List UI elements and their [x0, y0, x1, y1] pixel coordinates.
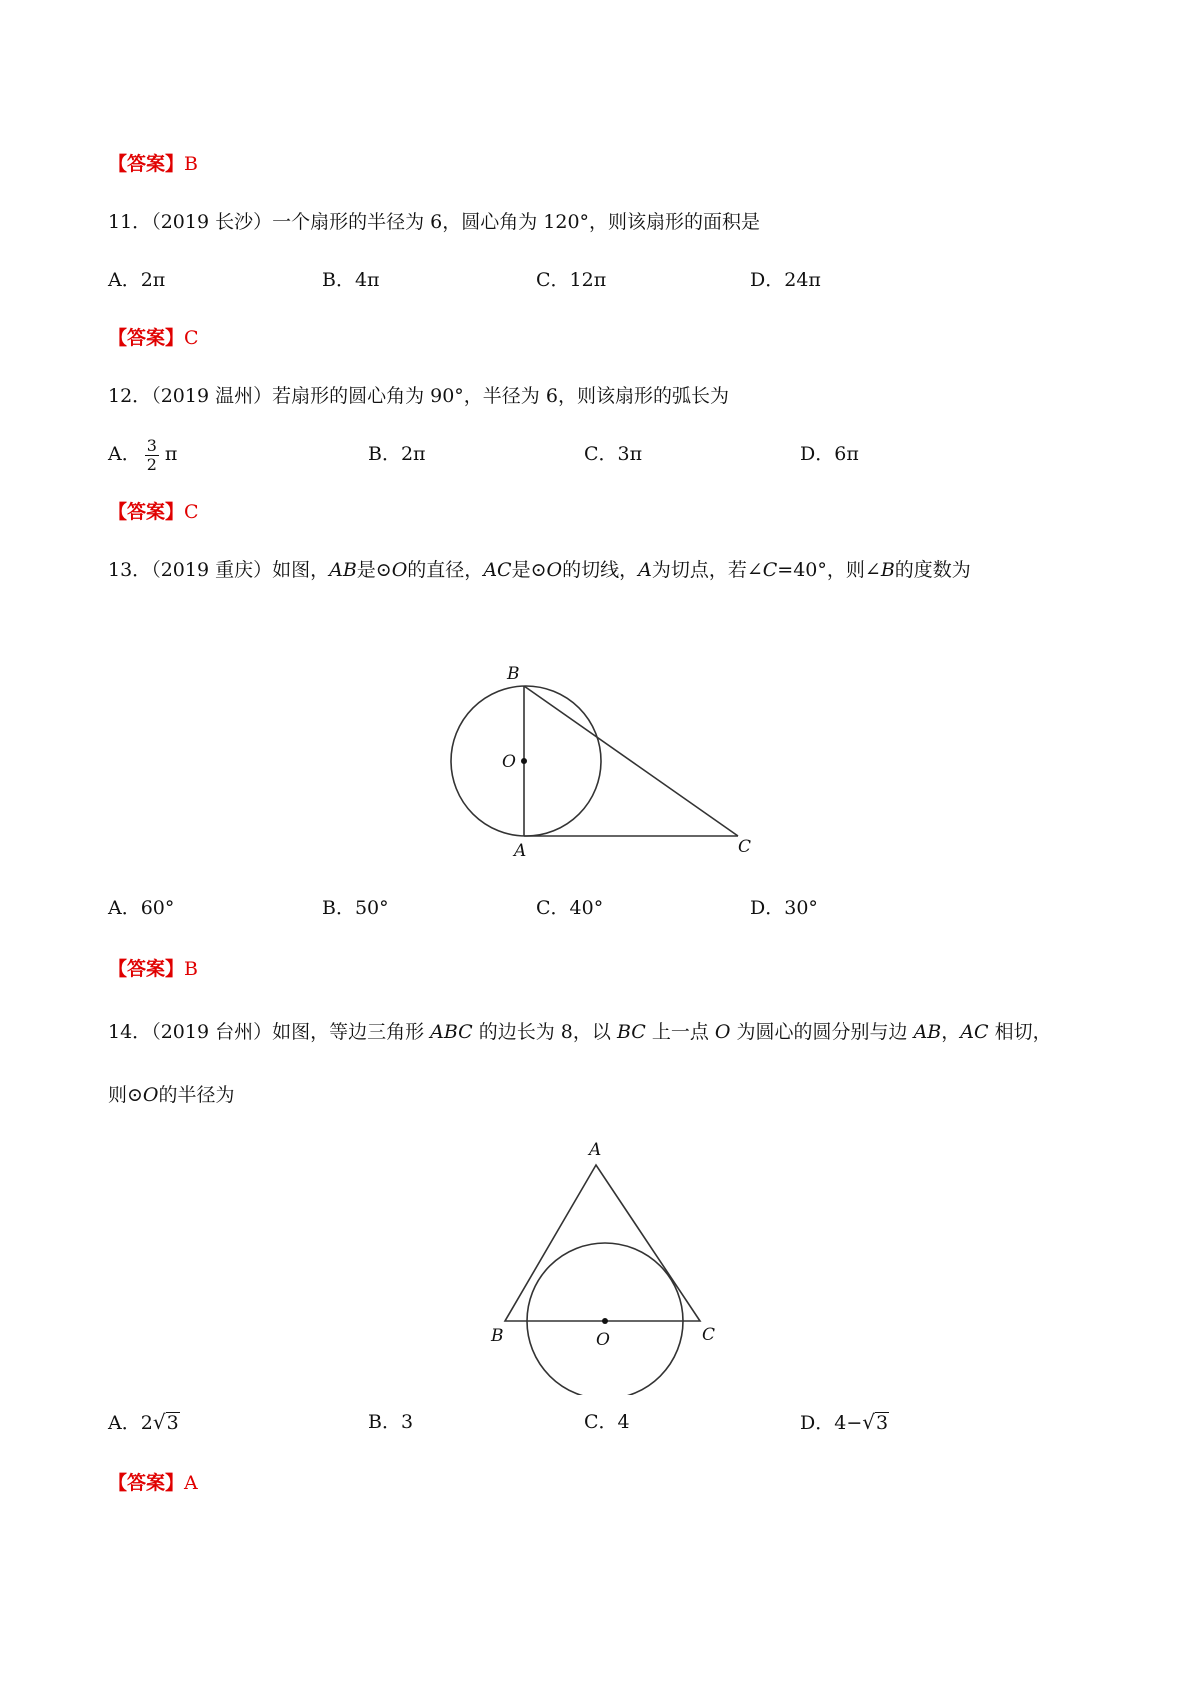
figure-circle-tangent	[440, 660, 770, 860]
question-source: （2019 台州）	[151, 1021, 273, 1043]
label-b: B	[491, 1326, 504, 1346]
question-12	[108, 384, 729, 408]
label-a: A	[514, 841, 527, 860]
answer-value: A	[184, 1472, 198, 1494]
option-c: C．4	[584, 1411, 630, 1433]
question-14-line2: 则⊙O的半径为	[108, 1084, 235, 1106]
question-source: （2019 温州）	[151, 385, 273, 407]
center-dot	[602, 1318, 608, 1324]
option-d: D．30°	[750, 897, 818, 919]
center-dot	[521, 758, 527, 764]
option-d: D．4−√3	[800, 1410, 889, 1434]
answer-tag: 【答案】	[108, 1472, 185, 1494]
option-c: C．12π	[536, 269, 607, 291]
answer-line-q10	[108, 152, 198, 176]
label-c: C	[702, 1325, 716, 1345]
option-b: B．3	[368, 1411, 414, 1433]
answer-line-q11	[108, 326, 199, 350]
question-13: 13．（2019 重庆）如图，AB是⊙O的直径，AC是⊙O的切线，A为切点，若∠C=40°，则∠B的度数为	[108, 559, 971, 581]
question-14: 14．（2019 台州）如图，等边三角形 ABC 的边长为 8，以 BC 上一点 O 为圆心的圆分别与边 AB，AC 相切，	[108, 1021, 1052, 1043]
question-source: （2019 长沙）	[151, 211, 273, 233]
option-b: B．2π	[368, 443, 426, 465]
label-o: O	[596, 1330, 610, 1350]
option-d: D．24π	[750, 269, 821, 291]
label-a: A	[589, 1140, 602, 1160]
question-stem: 若扇形的圆心角为 90°，半径为 6，则该扇形的弧长为	[272, 385, 729, 407]
segment-bc	[524, 686, 738, 836]
option-a: A．2√3	[108, 1410, 179, 1434]
option-b: B．4π	[322, 269, 380, 291]
label-c: C	[738, 837, 752, 857]
label-o: O	[502, 752, 516, 772]
answer-tag: 【答案】	[108, 153, 185, 175]
option-c: C．3π	[584, 443, 643, 465]
answer-value: C	[184, 327, 199, 349]
answer-line-q12	[108, 500, 199, 524]
answer-tag: 【答案】	[108, 327, 185, 349]
option-c: C．40°	[536, 897, 604, 919]
question-number: 12．	[108, 385, 152, 407]
option-d: D．6π	[800, 443, 859, 465]
question-source: （2019 重庆）	[151, 559, 273, 581]
answer-tag: 【答案】	[108, 501, 185, 523]
answer-line-q14	[108, 1471, 198, 1495]
option-a: A．60°	[108, 897, 175, 919]
option-b: B．50°	[322, 897, 389, 919]
fraction: $\frac{3}{2}$	[146, 435, 157, 474]
answer-line-q13	[108, 957, 198, 981]
question-number: 13．	[108, 559, 152, 581]
answer-tag: 【答案】	[108, 958, 185, 980]
question-number: 11．	[108, 211, 152, 233]
option-a: A． $\frac{3}{2}$ π	[108, 435, 178, 474]
answer-value: C	[184, 501, 199, 523]
question-number: 14．	[108, 1021, 152, 1043]
answer-value: B	[184, 958, 198, 980]
question-stem: 一个扇形的半径为 6，圆心角为 120°，则该扇形的面积是	[272, 211, 761, 233]
option-a: A．2π	[108, 269, 166, 291]
answer-value: B	[184, 153, 198, 175]
figure-triangle-circle	[480, 1135, 730, 1395]
question-11	[108, 210, 760, 234]
label-b: B	[507, 664, 520, 684]
